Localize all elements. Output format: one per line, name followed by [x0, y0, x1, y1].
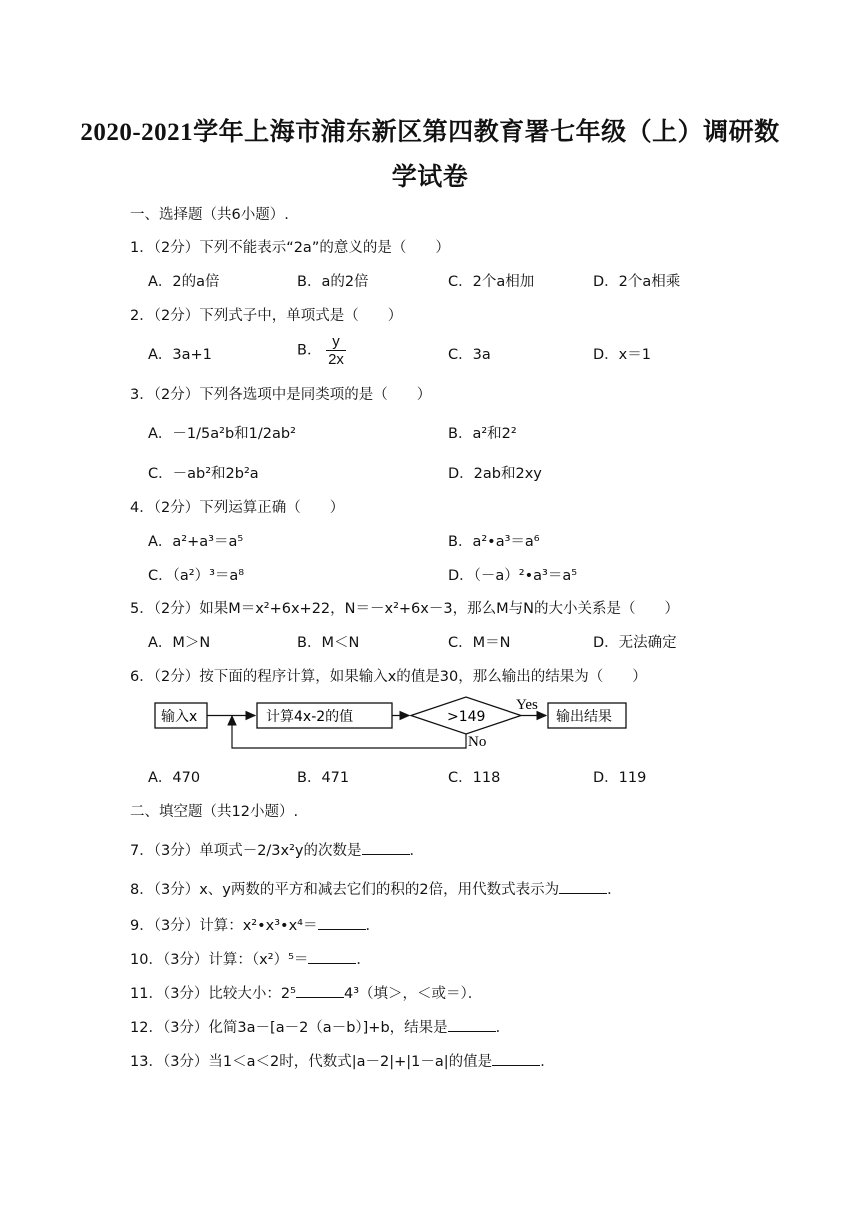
question-10	[130, 948, 371, 969]
question-5-stem: 5．（2分）如果M＝x²+6x+22，N＝－x²+6x－3，那么M与N的大小关系是（ ）	[130, 601, 679, 617]
fraction-numerator: y	[326, 333, 346, 351]
answer-blank	[318, 916, 366, 930]
page-title-line-1: 2020-2021学年上海市浦东新区第四教育署七年级（上）调研数	[80, 119, 780, 146]
flow-no-label: No	[468, 734, 487, 750]
question-7-stem: 7．（3分）单项式－2/3x²y的次数是	[130, 843, 362, 859]
question-5-option-b: B．M＜N	[297, 635, 360, 651]
question-6-option-b: B．471	[297, 770, 350, 786]
question-8-tail: ．	[607, 882, 622, 898]
question-7-tail: ．	[409, 843, 425, 859]
question-1-option-a: A．2的a倍	[148, 274, 220, 290]
question-1-option-b: B．a的2倍	[297, 274, 369, 290]
question-6-option-c: C．118	[448, 770, 501, 786]
question-12	[130, 1016, 510, 1037]
question-5-option-d: D．无法确定	[593, 635, 677, 651]
answer-blank	[362, 841, 410, 855]
answer-blank	[492, 1052, 540, 1066]
question-5-option-c: C．M＝N	[448, 635, 511, 651]
question-1-option-d: D．2个a相乘	[593, 274, 681, 290]
question-11-tail: 4³（填＞，＜或＝）．	[343, 986, 483, 1002]
question-13-tail: ．	[540, 1054, 555, 1070]
flow-decision-label: >149	[447, 709, 486, 725]
page-title-line-2: 学试卷	[391, 164, 469, 191]
question-2-option-d: D．x＝1	[593, 347, 651, 363]
question-3-stem: 3．（2分）下列各选项中是同类项的是（ ）	[130, 387, 432, 403]
fraction-denominator: 2x	[328, 351, 344, 368]
question-6-option-a: A．470	[148, 770, 201, 786]
question-4-option-b: B．a²•a³＝a⁶	[448, 534, 540, 550]
question-13-stem: 13．（3分）当1＜a＜2时，代数式|a－2|+|1－a|的值是	[130, 1054, 493, 1070]
question-1-stem: 1．（2分）下列不能表示“2a”的意义的是（ ）	[130, 240, 450, 256]
question-10-stem: 10．（3分）计算：（x²）⁵＝	[130, 952, 309, 968]
question-6-option-d: D．119	[593, 770, 647, 786]
question-2-option-b	[297, 333, 346, 368]
question-12-stem: 12．（3分）化简3a－[a－2（a－b）]+b，结果是	[130, 1020, 448, 1036]
answer-blank	[308, 950, 356, 964]
answer-blank	[296, 984, 344, 998]
question-13	[130, 1050, 555, 1071]
question-3-option-d: D．2ab和2xy	[448, 466, 542, 482]
section-heading-fill: 二、填空题（共12小题）.	[130, 804, 299, 820]
question-2-option-c: C．3a	[448, 347, 491, 363]
section-heading-choice: 一、选择题（共6小题）.	[130, 207, 289, 223]
question-9-tail: ．	[365, 918, 380, 934]
question-2-option-a: A．3a+1	[148, 347, 212, 363]
question-9	[130, 914, 380, 935]
program-flowchart	[150, 692, 650, 754]
question-11	[130, 982, 482, 1003]
question-4-stem: 4．（2分）下列运算正确（ ）	[130, 500, 345, 516]
answer-blank	[559, 880, 607, 894]
question-10-tail: ．	[356, 952, 371, 968]
question-8	[130, 878, 622, 899]
question-11-stem: 11．（3分）比较大小：2⁵	[130, 986, 296, 1002]
flow-output-label: 输出结果	[556, 709, 612, 725]
question-8-stem: 8．（3分）x、y两数的平方和减去它们的积的2倍，用代数式表示为	[130, 882, 560, 898]
question-9-stem: 9．（3分）计算：x²•x³•x⁴＝	[130, 918, 318, 934]
flow-input-label: 输入x	[161, 709, 198, 725]
question-3-option-a: A．－1/5a²b和1/2ab²	[148, 426, 296, 442]
question-6-stem: 6．（2分）按下面的程序计算，如果输入x的值是30，那么输出的结果为（ ）	[130, 669, 647, 685]
question-3-option-c: C．－ab²和2b²a	[148, 466, 259, 482]
answer-blank	[448, 1018, 496, 1032]
flow-compute-label: 计算4x-2的值	[266, 709, 354, 725]
question-4-option-c: C．（a²）³＝a⁸	[148, 568, 245, 584]
question-12-tail: ．	[495, 1020, 511, 1036]
flow-yes-label: Yes	[516, 697, 538, 713]
question-7	[130, 839, 424, 860]
question-2-stem: 2．（2分）下列式子中，单项式是（ ）	[130, 308, 403, 324]
question-2-option-b-label: B．	[297, 342, 322, 359]
question-4-option-a: A．a²+a³＝a⁵	[148, 534, 244, 550]
question-2-option-b-fraction	[326, 333, 346, 368]
question-4-option-d: D．（－a）²•a³＝a⁵	[448, 568, 578, 584]
question-5-option-a: A．M＞N	[148, 635, 211, 651]
question-1-option-c: C．2个a相加	[448, 274, 535, 290]
question-3-option-b: B．a²和2²	[448, 426, 517, 442]
